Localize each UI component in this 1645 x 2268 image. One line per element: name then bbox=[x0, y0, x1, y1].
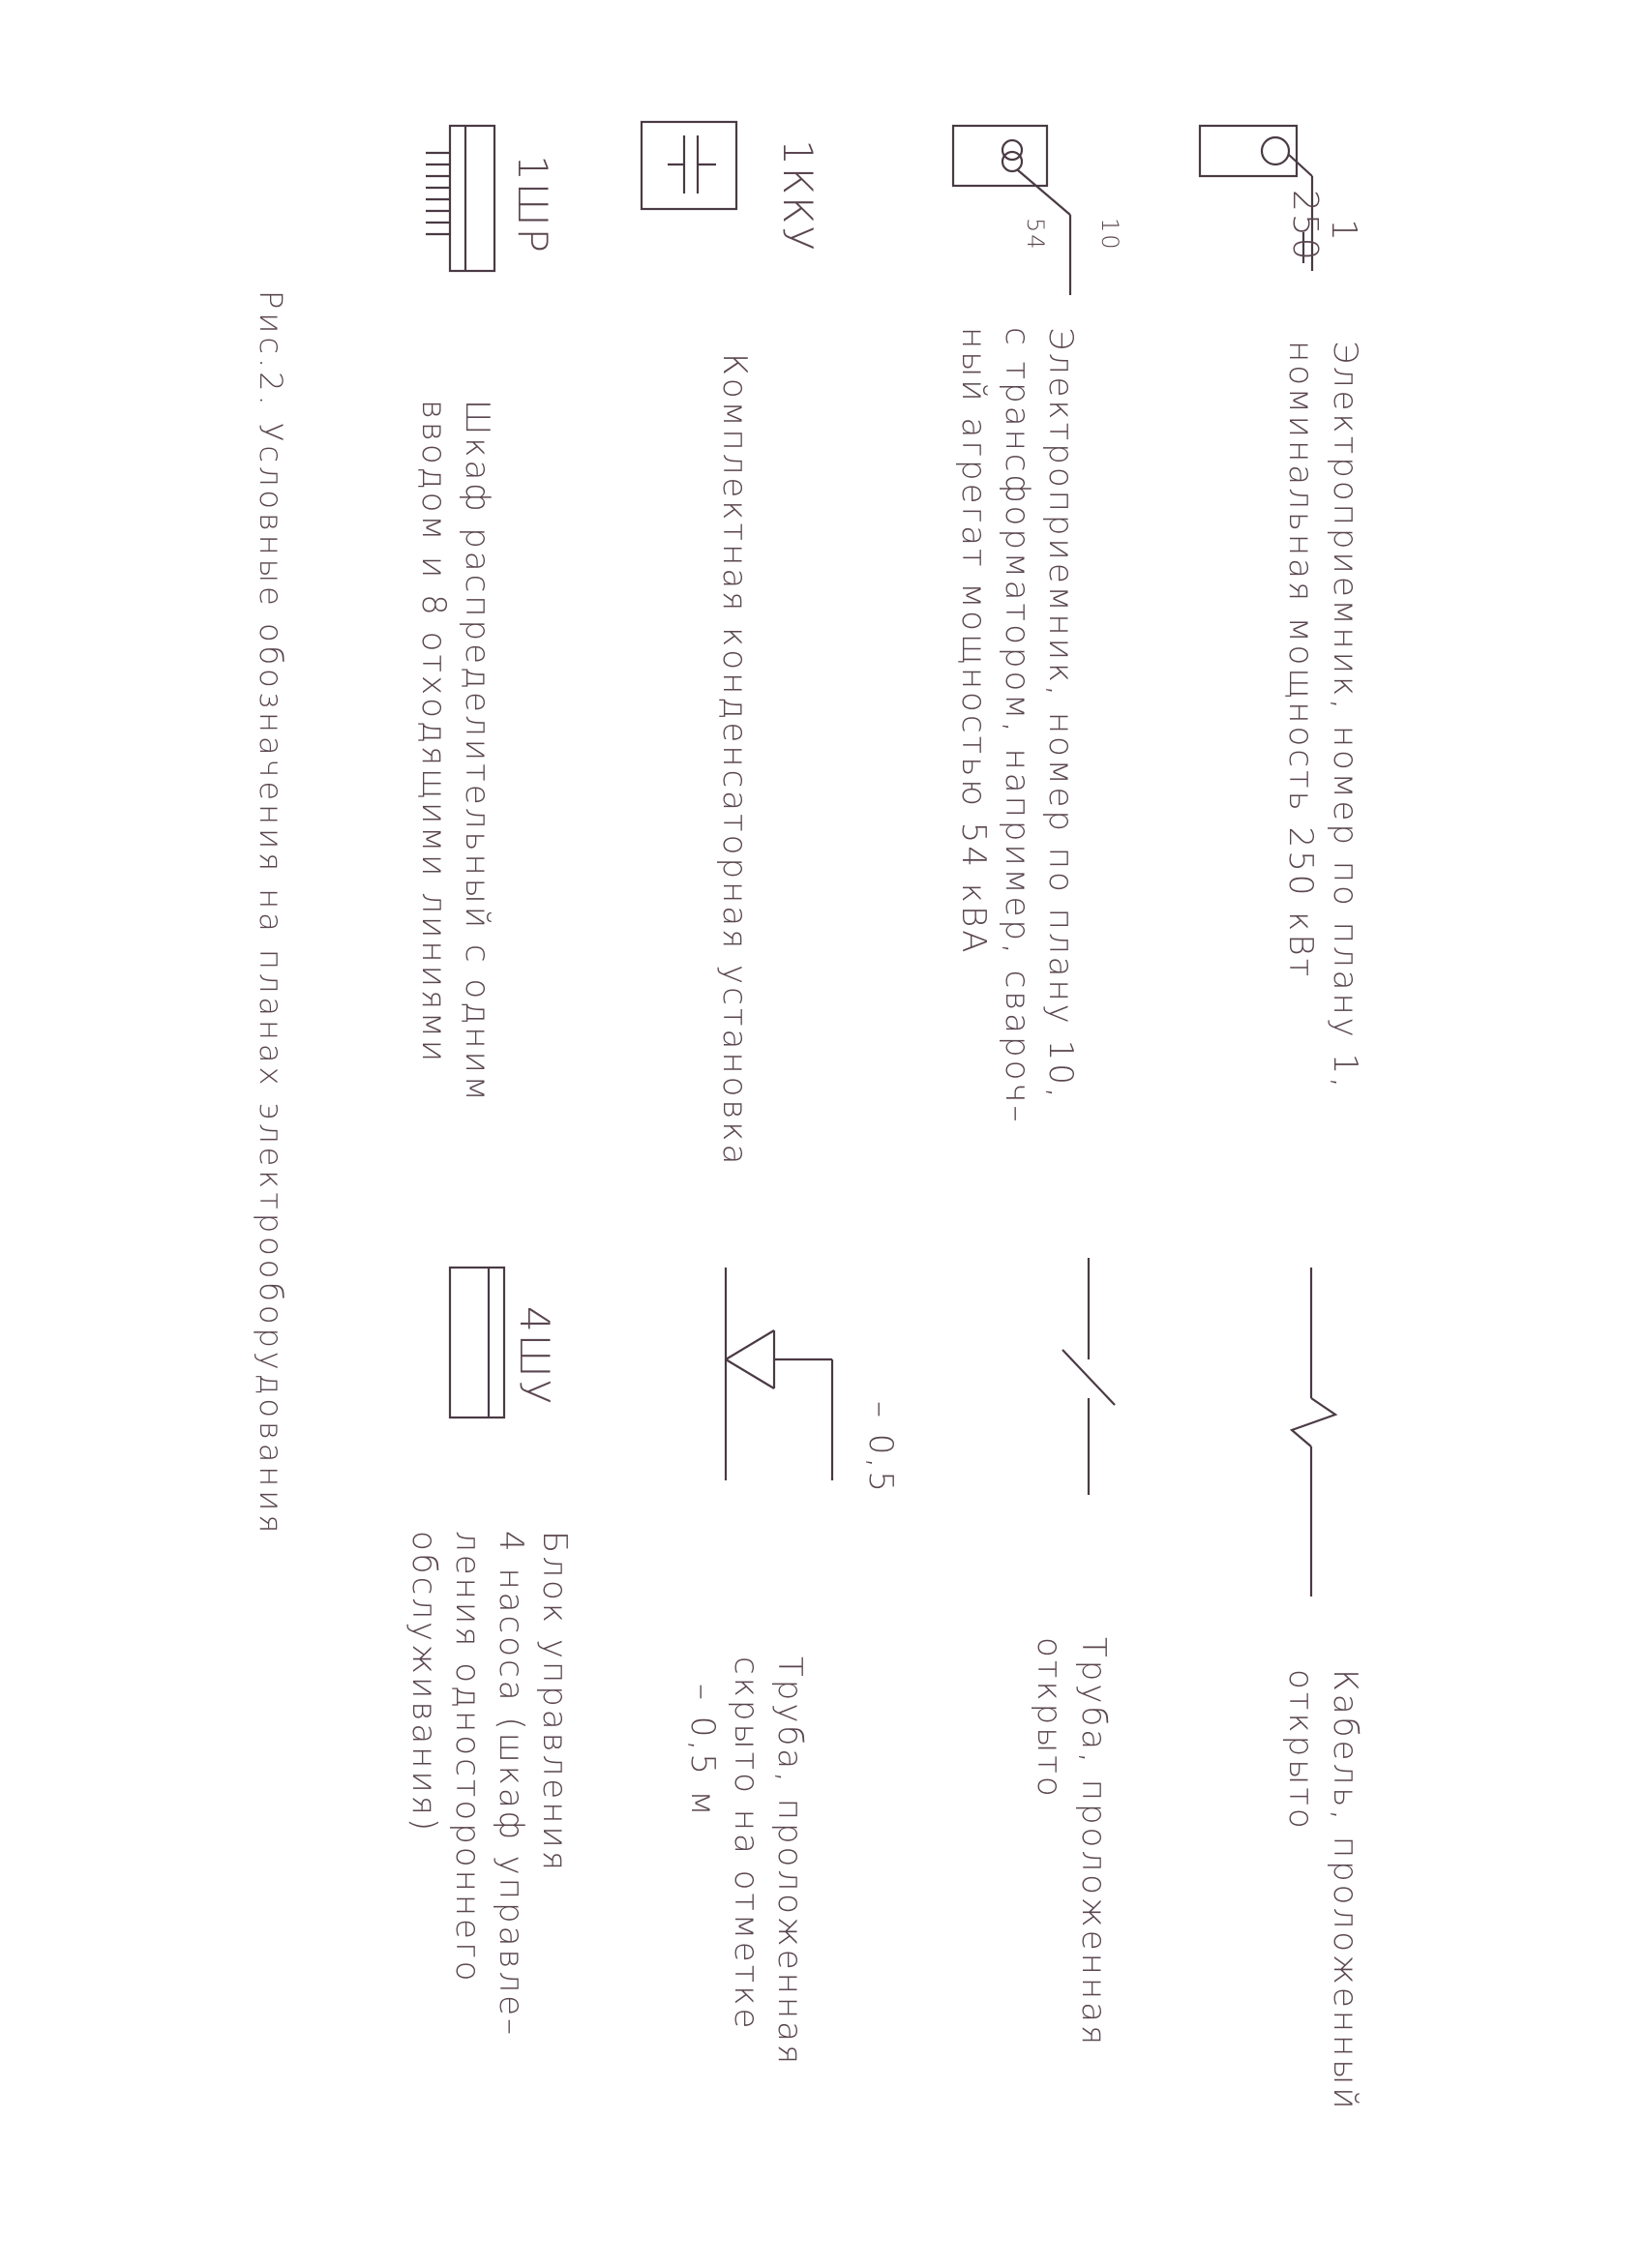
control-block-desc-line2: 4 насоса (шкаф управле– bbox=[492, 1531, 530, 2038]
cable-open-desc-line1: Кабель, проложенный bbox=[1326, 1669, 1364, 2112]
cable-open-symbol bbox=[1292, 1268, 1335, 1597]
capacitor-code: 1ККУ bbox=[774, 139, 822, 253]
pipe-hidden-desc-line1: Труба, проложенная bbox=[770, 1656, 809, 2068]
cabinet-code: 1ШР bbox=[509, 155, 556, 254]
figure-caption: Рис.2. Условные обозначения на планах электрооборудования bbox=[253, 290, 289, 1537]
pipe-open-desc-line1: Труба, проложенная bbox=[1074, 1637, 1113, 2048]
control-block-symbol bbox=[450, 1268, 504, 1418]
control-block-desc-line1: Блок управления bbox=[535, 1531, 574, 1873]
distribution-cabinet-symbol bbox=[426, 126, 494, 271]
welding-desc-line1: Электроприемник, номер по плану 10, bbox=[1041, 327, 1080, 1101]
pipe-open-desc-line2: открыто bbox=[1030, 1637, 1068, 1800]
control-block-desc-line3: ления одностороннего bbox=[448, 1531, 487, 1984]
receiver-desc-line1: Электроприемник, номер по плану 1, bbox=[1326, 341, 1364, 1091]
pipe-open-symbol bbox=[1062, 1258, 1115, 1495]
cabinet-desc-line2: вводом и 8 отходящими линиями bbox=[414, 400, 453, 1065]
pipe-hidden-desc-line3: – 0,5 м bbox=[683, 1684, 722, 1819]
capacitor-desc: Комплектная конденсаторная установка bbox=[715, 353, 754, 1168]
cable-open-desc-line2: открыто bbox=[1281, 1669, 1320, 1832]
cabinet-desc-line1: Шкаф распределительный с одним bbox=[458, 400, 496, 1104]
welding-desc-line2: с трансформатором, например, свароч– bbox=[998, 327, 1036, 1125]
pipe-hidden-desc-line2: скрыто на отметке bbox=[727, 1656, 765, 2032]
capacitor-symbol bbox=[642, 122, 736, 209]
receiver-desc-line2: номинальная мощность 250 кВт bbox=[1281, 341, 1320, 980]
receiver-number: 1 bbox=[1324, 219, 1363, 243]
pipe-hidden-mark: – 0,5 bbox=[861, 1401, 900, 1495]
receiver-power: 250 bbox=[1285, 190, 1325, 262]
transformer-receiver-symbol bbox=[953, 126, 1070, 295]
welding-desc-line3: ный агрегат мощностью 54 кВА bbox=[954, 327, 993, 956]
welding-number: 10 bbox=[1096, 218, 1123, 252]
pipe-hidden-symbol bbox=[726, 1268, 832, 1480]
welding-power: 54 bbox=[1022, 218, 1049, 252]
control-block-desc-line4: обслуживания) bbox=[404, 1531, 443, 1835]
control-block-code: 4ШУ bbox=[511, 1306, 558, 1407]
